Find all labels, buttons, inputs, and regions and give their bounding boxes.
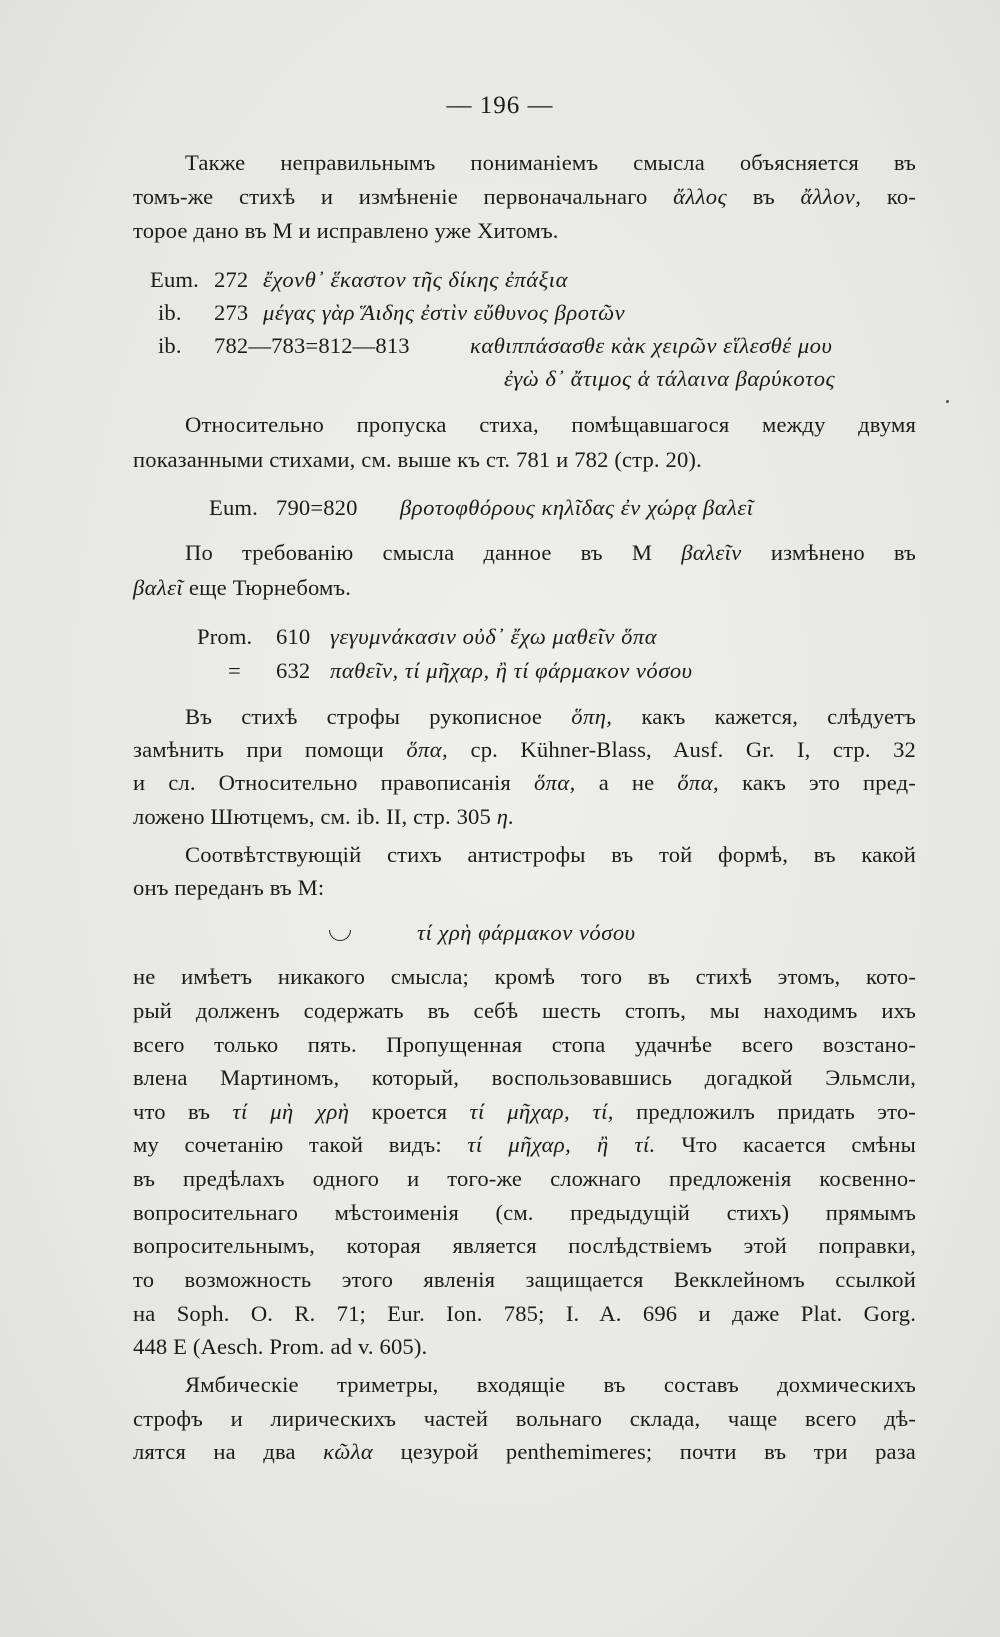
verse-number: 632 — [276, 658, 311, 683]
greek-verse: ἐγὼ δ᾽ ἄτιμος ἁ τάλαινα βαρύκοτος — [504, 366, 836, 391]
greek-verse: ἔχονθ᾽ ἕκαστον τῆς δίκης ἐπάξια — [263, 267, 568, 292]
text-line: рый долженъ содержать въ себѣ шесть стопъ, мы находимъ ихъ — [133, 998, 916, 1023]
text-line: вопросительнымъ, которая является послѣдствiемъ этой поправки, — [133, 1233, 916, 1258]
verse-number: 273 — [214, 300, 249, 325]
greek-verse: βροτοφθόρους κηλῖδας ἐν χώρᾳ βαλεῖ — [400, 495, 754, 520]
text-line: лятся на два κῶλα цезурой penthemimeres; почти въ три раза — [133, 1439, 916, 1464]
text-line: всего только пять. Пропущенная стопа удачнѣе всего возстано- — [133, 1032, 916, 1057]
paper-speck — [946, 400, 949, 403]
source-label: Eum. — [150, 267, 199, 292]
greek-word: ὅπα, — [677, 770, 720, 795]
source-label: Prom. — [197, 624, 253, 649]
greek-word: κῶλα — [323, 1439, 374, 1464]
text-line: Относительно пропуска стиха, помѣщавшагося между двумя — [185, 412, 916, 437]
text-line: По требованiю смысла данное въ М βαλεῖν измѣнено въ — [185, 540, 917, 565]
text-line: Въ стихѣ строфы рукописное ὅπη, какъ кажется, слѣдуетъ — [185, 704, 916, 729]
text-line: въ предѣлахъ одного и того-же сложнаго предложенiя косвенно- — [133, 1166, 916, 1191]
source-label: ib. — [158, 333, 182, 358]
text-line: строфъ и лирическихъ частей вольнаго склада, чаще всего дѣ- — [133, 1406, 916, 1431]
greek-word: τί μὴ χρὴ — [232, 1099, 350, 1124]
verse-number: 782—783=812—813 — [214, 333, 410, 358]
greek-word: βαλεῖ — [133, 575, 184, 600]
text-line: на Soph. O. R. 71; Eur. Ion. 785; I. A. 696 и даже Plat. Gorg. — [133, 1301, 916, 1326]
text-line: торое дано въ М и исправлено уже Хитомъ. — [133, 218, 559, 243]
greek-word: ἄλλος — [673, 184, 728, 209]
source-label: = — [228, 658, 241, 683]
text-line: томъ-же стихѣ и измѣненiе первоначальнаго ἄλλος въ ἄλλον, ко- — [133, 184, 916, 209]
greek-word: βαλεῖν — [681, 540, 742, 565]
page-number: — 196 — — [446, 92, 554, 119]
text-line: и сл. Относительно правописанiя ὅπα, а не ὅπα, какъ это пред- — [133, 770, 916, 795]
source-label: ib. — [158, 300, 182, 325]
text-line: не имѣетъ никакого смысла; кромѣ того въ стихѣ этомъ, кото- — [133, 964, 916, 989]
verse-number: 610 — [276, 624, 311, 649]
text-line: замѣнить при помощи ὅπα, ср. Kühner-Blass, Ausf. Gr. I, стр. 32 — [133, 737, 916, 762]
source-label: Eum. — [209, 495, 258, 520]
text-line: вопросительнаго мѣстоименiя (см. предыдущiй стихъ) прямымъ — [133, 1200, 916, 1225]
greek-verse: γεγυμνάκασιν οὐδ᾽ ἔχω μαθεῖν ὅπα — [330, 624, 658, 649]
text-line: Также неправильнымъ пониманiемъ смысла объясняется въ — [185, 150, 916, 175]
text-line: показанными стихами, см. выше къ ст. 781 и 782 (стр. 20). — [133, 447, 702, 472]
greek-word: τί μῆχαρ, ἢ τί. — [467, 1132, 656, 1157]
text-line: ложено Шютцемъ, см. ib. II, стр. 305 η. — [133, 804, 515, 829]
text-line: влена Мартиномъ, который, воспользовавшись догадкой Эльмсли, — [133, 1065, 916, 1090]
greek-verse: τί χρὴ φάρμακον νόσου — [417, 920, 636, 945]
text-line: то возможность этого явленiя защищается Векклейномъ ссылкой — [133, 1267, 916, 1292]
verse-number: 790=820 — [276, 495, 358, 520]
greek-verse: καθιππάσασθε κὰκ χειρῶν εἵλεσθέ μου — [470, 333, 833, 358]
greek-word: ὅπη, — [571, 704, 613, 729]
greek-word: ὅπα, — [406, 737, 449, 762]
text-line: му сочетанiю такой видъ: τί μῆχαρ, ἢ τί. Что касается смѣны — [133, 1132, 916, 1157]
greek-verse: μέγας γὰρ Ἅιδης ἐστὶν εὔθυνος βροτῶν — [263, 300, 626, 325]
verse-number: 272 — [214, 267, 249, 292]
text-line: что въ τί μὴ χρὴ кроется τί μῆχαρ, τί, предложилъ придать это- — [133, 1099, 916, 1124]
greek-word: τί μῆχαρ, τί, — [469, 1099, 614, 1124]
greek-verse: παθεῖν, τί μῆχαρ, ἢ τί φάρμακον νόσου — [330, 658, 693, 683]
text-line: βαλεῖ еще Тюрнебомъ. — [133, 575, 352, 600]
greek-word: ὅπα, — [533, 770, 576, 795]
text-line: 448 E (Aesch. Prom. ad v. 605). — [133, 1334, 428, 1359]
greek-word: ἄλλον, — [800, 184, 862, 209]
text-line: Соотвѣтствующiй стихъ антистрофы въ той формѣ, въ какой — [185, 842, 916, 867]
text-line: онъ переданъ въ М: — [133, 875, 325, 900]
breve-metric-mark — [329, 930, 351, 941]
text-line: Ямбическiе триметры, входящiе въ составъ дохмическихъ — [185, 1372, 916, 1397]
greek-word: η. — [496, 804, 515, 829]
